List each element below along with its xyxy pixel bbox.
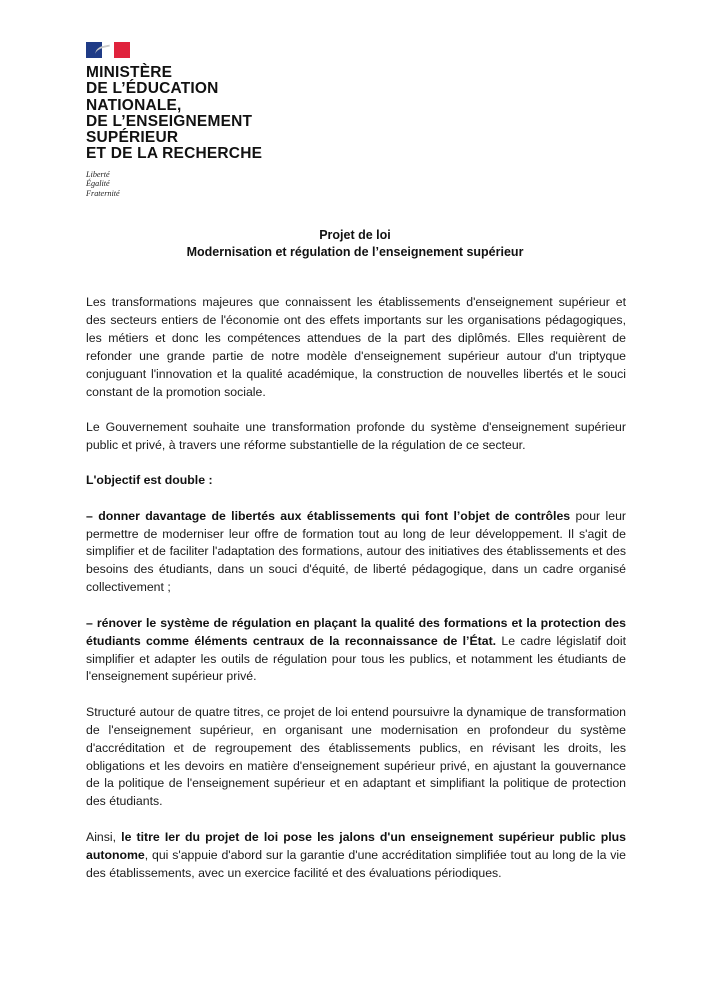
objective-1-bold: – donner davantage de libertés aux établissements qui font l’objet de contrôles (86, 508, 571, 523)
document-body (86, 294, 626, 900)
ministry-header (86, 42, 346, 199)
marianne-flag-icon (86, 42, 130, 58)
title-line-1: Projet de loi (319, 228, 391, 242)
title-one-text: , qui s'appuie d'abord sur la garantie d'une accréditation simplifiée tout au long de la vie des établissements, avec un exercice facilité et des évaluations périodiques. (86, 847, 626, 880)
motto-line: Liberté (86, 169, 110, 179)
paragraph-objective-2 (86, 615, 626, 687)
motto-line: Égalité (86, 179, 110, 189)
ministry-line: MINISTÈRE (86, 64, 173, 81)
document-title (0, 227, 710, 261)
title-line-2: Modernisation et régulation de l’enseignement supérieur (186, 245, 524, 259)
paragraph-title-one (86, 829, 626, 883)
republic-motto (86, 170, 346, 199)
ministry-line: ET DE LA RECHERCHE (86, 145, 263, 163)
objective-2-bold: – rénover le système de régulation en plaçant la qualité des formations et la protection des étudiants comme éléments centraux de la reconnaissance de l’État. (86, 615, 626, 648)
title-one-bold: le titre Ier du projet de loi pose les jalons d'un enseignement supérieur public plus autonome (86, 829, 626, 862)
ministry-line: SUPÉRIEUR (86, 129, 179, 147)
objective-heading: L'objectif est double : (86, 473, 213, 488)
ministry-line: DE L’ENSEIGNEMENT (86, 112, 253, 130)
title-one-pre: Ainsi, (86, 829, 122, 844)
motto-line: Fraternité (86, 188, 120, 198)
ministry-line: DE L’ÉDUCATION (86, 80, 219, 98)
ministry-name (86, 65, 346, 163)
paragraph-structure: Structuré autour de quatre titres, ce projet de loi entend poursuivre la dynamique de transformation de l'enseignement supérieur, en organisant une modernisation en profondeur du système d'accréditation et de regroupement des établissements publics, en révisant les droits, les obligations et les devoirs en matière d'enseignement supérieur privé, en ajustant la gouvernance de la politique de l'enseignement supérieur et en adaptant et simplifiant la politique de protection des étudiants. (86, 704, 626, 809)
objective-2-text: Le cadre législatif doit simplifier et adapter les outils de régulation pour tous les publics, et notamment les étudiants de l'enseignement supérieur privé. (86, 633, 627, 684)
paragraph-objective-1 (86, 508, 626, 598)
paragraph-objective (86, 472, 626, 490)
objective-1-text: pour leur permettre de moderniser leur offre de formation tout au long de leur développement. Il s'agit de simplifier et de faciliter l'adaptation des formations, autour des initiatives des établissements et des besoins des étudiants, dans un souci d'équité, de liberté pédagogique, dans un cadre organisé collectivement ; (86, 508, 627, 595)
ministry-line: NATIONALE, (86, 96, 182, 114)
paragraph-intro: Les transformations majeures que connaissent les établissements d'enseignement supérieur et des secteurs entiers de l'économie ont des effets importants sur les organisations pédagogiques, les métiers et donc les compétences attendues de la part des diplômés. Elles requièrent de refonder une grande partie de notre modèle d'enseignement supérieur autour d'un triptyque conjuguant l'innovation et la qualité académique, la construction de nouvelles libertés et le souci constant de la promotion sociale. (86, 295, 626, 399)
paragraph-government: Le Gouvernement souhaite une transformation profonde du système d'enseignement supérieur public et privé, à travers une réforme substantielle de la régulation de ce secteur. (86, 419, 626, 452)
